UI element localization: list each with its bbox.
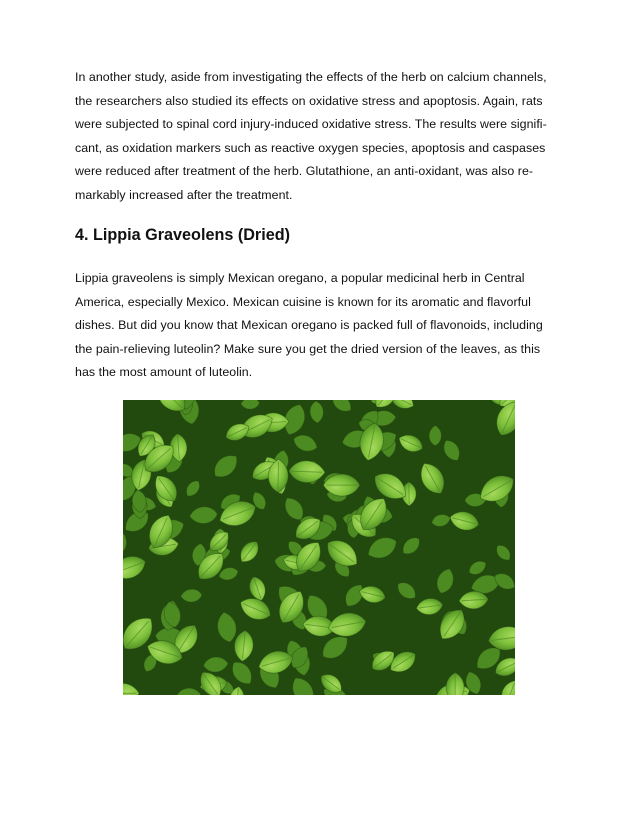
- section-heading: 4. Lippia Graveolens (Dried): [75, 226, 290, 244]
- text-line: In another study, aside from investigating the effects of the herb on calcium channels,: [75, 70, 547, 84]
- paragraph-oxidative-stress: [75, 66, 567, 208]
- text-line: were reduced after treatment of the herb. Glutathione, an anti-oxidant, was also re-: [75, 164, 534, 179]
- text-line: markably increased after the treatment.: [75, 187, 293, 202]
- text-line: Lippia graveolens is simply Mexican oregano, a popular medicinal herb in Central: [75, 271, 525, 285]
- text-line: dishes. But did you know that Mexican oregano is packed full of flavonoids, including: [75, 318, 543, 333]
- paragraph-mexican-oregano: [75, 267, 567, 385]
- text-line: the researchers also studied its effects on oxidative stress and apoptosis. Again, rats: [75, 93, 543, 108]
- oregano-leaves-illustration: [123, 400, 515, 695]
- text-line: were subjected to spinal cord injury-induced oxidative stress. The results were signifi-: [75, 117, 547, 132]
- text-line: cant, as oxidation markers such as reactive oxygen species, apoptosis and caspases: [75, 140, 546, 155]
- text-line: America, especially Mexico. Mexican cuisine is known for its aromatic and flavorful: [75, 294, 531, 309]
- oregano-leaves-photo: [123, 400, 515, 695]
- text-line: the pain-relieving luteolin? Make sure you get the dried version of the leaves, as this: [75, 341, 541, 356]
- text-line: has the most amount of luteolin.: [75, 365, 253, 380]
